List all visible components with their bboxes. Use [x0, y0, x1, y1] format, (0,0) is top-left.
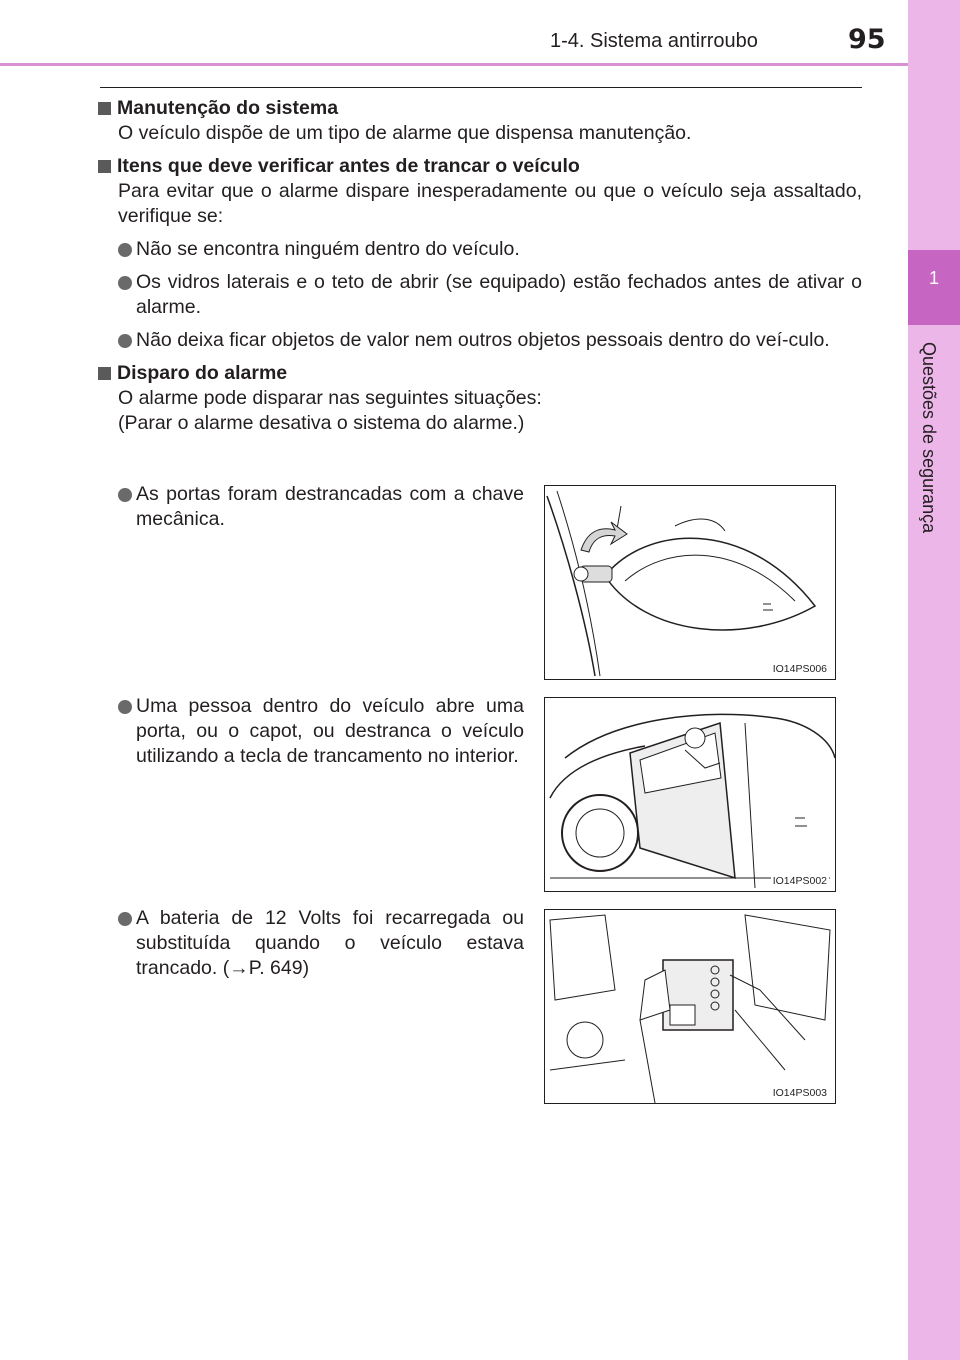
section-heading: Disparo do alarme: [98, 361, 862, 386]
circle-bullet-icon: [118, 912, 132, 926]
section-heading: Itens que deve verificar antes de trancar o veículo: [98, 154, 862, 179]
figure-code: IO14PS006: [772, 663, 827, 675]
section-body-line: (Parar o alarme desativa o sistema do alarme.): [118, 412, 525, 434]
figure-person-door: [544, 697, 836, 892]
square-bullet-icon: [98, 367, 111, 380]
list-item: Os vidros laterais e o teto de abrir (se equipado) estão fechados antes de ativar o alarme.: [98, 270, 862, 320]
section-check: [98, 154, 862, 353]
door-key-illustration: [545, 486, 835, 679]
top-divider: [100, 87, 862, 88]
section-heading: Manutenção do sistema: [98, 96, 862, 121]
list-item: Não se encontra ninguém dentro do veículo.: [98, 237, 862, 262]
main-content: [98, 96, 862, 444]
section-body: Para evitar que o alarme dispare inesperadamente ou que o veículo seja assaltado, verifique se:: [118, 180, 862, 227]
list-item: Uma pessoa dentro do veículo abre uma porta, ou o capot, ou destranca o veículo utilizando a tecla de trancamento no interior.: [118, 694, 524, 769]
list-item: A bateria de 12 Volts foi recarregada ou substituída quando o veículo estava trancado. (→P. 649): [118, 906, 524, 981]
square-bullet-icon: [98, 102, 111, 115]
circle-bullet-icon: [118, 488, 132, 502]
chapter-number: 1: [928, 268, 939, 288]
square-bullet-icon: [98, 160, 111, 173]
figure-code: IO14PS003: [772, 1087, 827, 1099]
list-item: Não deixa ficar objetos de valor nem outros objetos pessoais dentro do veí-culo.: [98, 328, 862, 353]
circle-bullet-icon: [118, 334, 132, 348]
chapter-title: Questões de segurança: [919, 342, 939, 534]
circle-bullet-icon: [118, 700, 132, 714]
section-title: 1-4. Sistema antirroubo: [550, 30, 758, 52]
battery-replacement-illustration: [545, 910, 835, 1103]
chapter-side-tab: [908, 0, 960, 1360]
circle-bullet-icon: [118, 276, 132, 290]
section-trigger: [98, 361, 862, 436]
page-number: 95: [848, 24, 886, 55]
list-item: As portas foram destrancadas com a chave mecânica.: [118, 482, 524, 532]
figure-key-door: [544, 485, 836, 680]
figure-battery: [544, 909, 836, 1104]
circle-bullet-icon: [118, 243, 132, 257]
figure-code: IO14PS002: [772, 875, 827, 887]
car-door-open-illustration: [545, 698, 835, 891]
section-body-line: O alarme pode disparar nas seguintes situações:: [118, 387, 542, 409]
header-rule: [0, 63, 908, 66]
section-maintenance: [98, 96, 862, 146]
section-body: O veículo dispõe de um tipo de alarme que dispensa manutenção.: [118, 122, 692, 144]
